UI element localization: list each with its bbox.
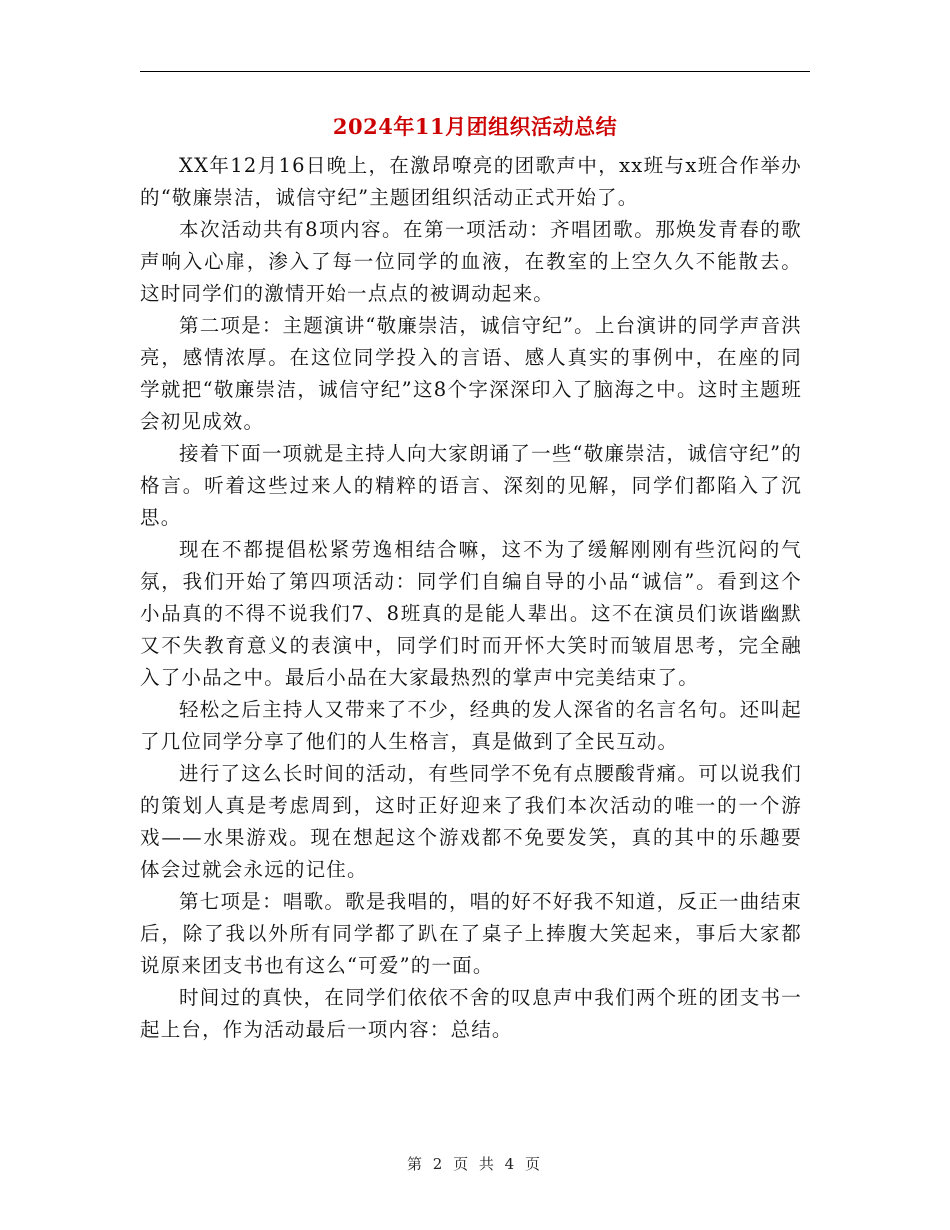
header-rule — [140, 71, 810, 72]
paragraph: 第二项是：主题演讲“敬廉崇洁，诚信守纪”。上台演讲的同学声音洪亮，感情浓厚。在这位同学投入的言语、感人真实的事例中，在座的同学就把“敬廉崇洁，诚信守纪”这8个字深深印入了脑海之中。这时主题班会初见成效。 — [140, 314, 802, 433]
paragraph: 第七项是：唱歌。歌是我唱的，唱的好不好我不知道，反正一曲结束后，除了我以外所有同学都了趴在了桌子上捧腹大笑起来，事后大家都说原来团支书也有这么“可爱”的一面。 — [140, 890, 802, 977]
paragraph: 进行了这么长时间的活动，有些同学不免有点腰酸背痛。可以说我们的策划人真是考虑周到，这时正好迎来了我们本次活动的唯一的一个游戏——水果游戏。现在想起这个游戏都不免要发笑，真的其中的乐趣要体会过就会永远的记住。 — [140, 762, 802, 881]
page-number-footer: 第 2 页 共 4 页 — [407, 1155, 543, 1173]
document-body — [140, 150, 802, 1046]
paragraph: 轻松之后主持人又带来了不少，经典的发人深省的名言名句。还叫起了几位同学分享了他们的人生格言，真是做到了全民互动。 — [140, 698, 802, 753]
paragraph: 接着下面一项就是主持人向大家朗诵了一些“敬廉崇洁，诚信守纪”的格言。听着这些过来人的精粹的语言、深刻的见解，同学们都陷入了沉思。 — [140, 442, 802, 529]
paragraph: XX年12月16日晚上，在激昂嘹亮的团歌声中，xx班与x班合作举办的“敬廉崇洁，诚信守纪”主题团组织活动正式开始了。 — [140, 154, 802, 209]
paragraph: 现在不都提倡松紧劳逸相结合嘛，这不为了缓解刚刚有些沉闷的气氛，我们开始了第四项活动：同学们自编自导的小品“诚信”。看到这个小品真的不得不说我们7、8班真的是能人辈出。这不在演员们诙谐幽默又不失教育意义的表演中，同学们时而开怀大笑时而皱眉思考，完全融入了小品之中。最后小品在大家最热烈的掌声中完美结束了。 — [140, 538, 802, 689]
document-title: 2024年11月团组织活动总结 — [332, 114, 618, 139]
paragraph: 时间过的真快，在同学们依依不舍的叹息声中我们两个班的团支书一起上台，作为活动最后一项内容：总结。 — [140, 986, 802, 1041]
paragraph: 本次活动共有8项内容。在第一项活动：齐唱团歌。那焕发青春的歌声响入心扉，渗入了每一位同学的血液，在教室的上空久久不能散去。这时同学们的激情开始一点点的被调动起来。 — [140, 218, 802, 305]
